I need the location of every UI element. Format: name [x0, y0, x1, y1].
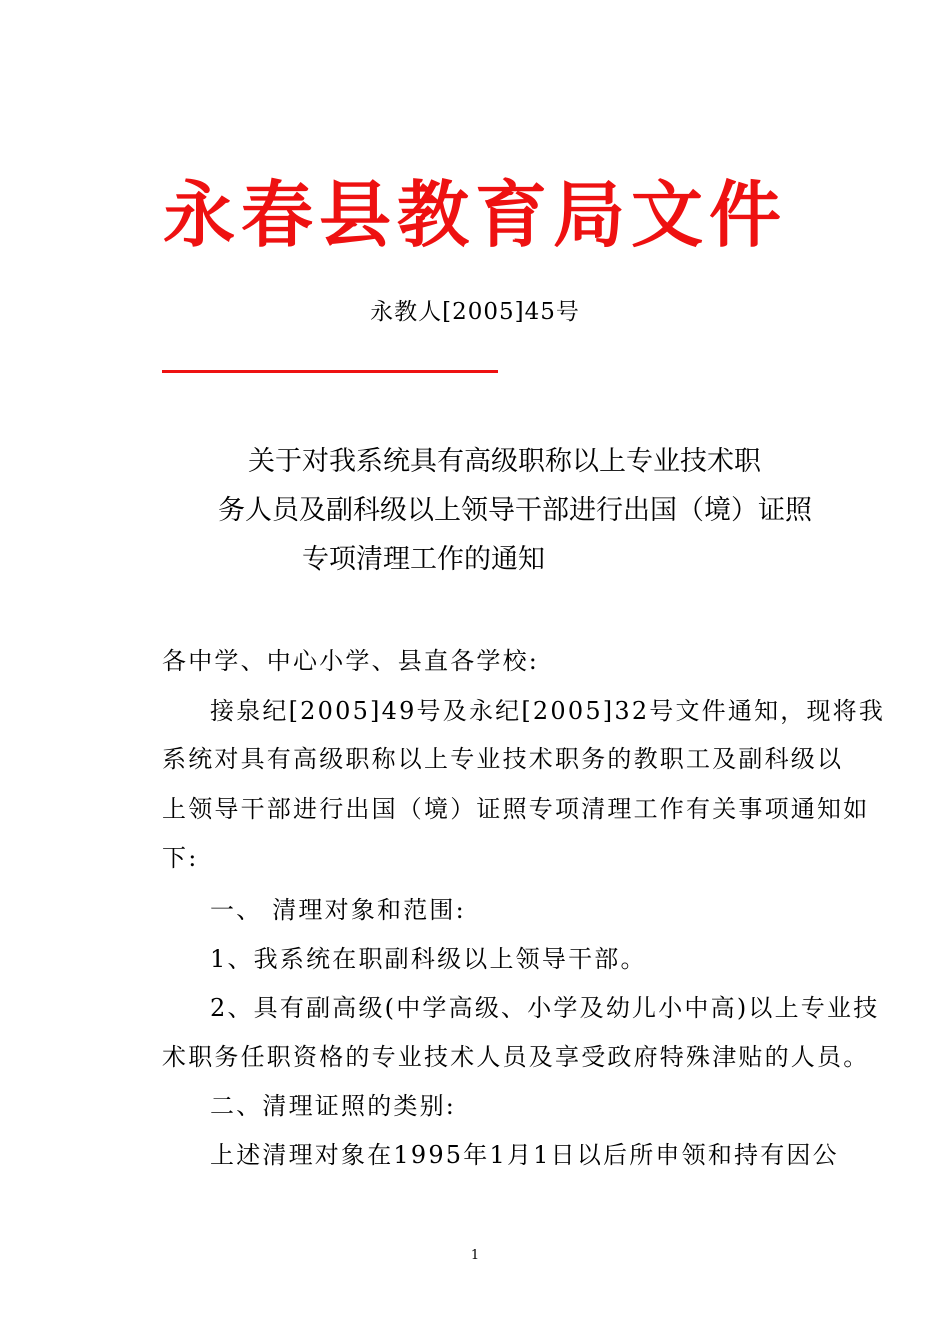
paragraph-2-line-1: 上述清理对象在1995年1月1日以后所申领和持有因公	[210, 1141, 839, 1169]
subject-line-2: 务人员及副科级以上领导干部进行出国（境）证照	[218, 495, 812, 526]
header-divider	[162, 370, 498, 373]
section-1-heading: 一、 清理对象和范围:	[210, 896, 466, 924]
addressee: 各中学、中心小学、县直各学校:	[162, 647, 540, 675]
list-item-2-line-1: 2、具有副高级(中学高级、小学及幼儿小中高)以上专业技	[210, 994, 880, 1022]
paragraph-1-line-3: 上领导干部进行出国（境）证照专项清理工作有关事项通知如	[162, 795, 870, 823]
subject-line-3: 专项清理工作的通知	[302, 544, 545, 575]
paragraph-1-line-2: 系统对具有高级职称以上专业技术职务的教职工及副科级以	[162, 745, 844, 773]
page-number: 1	[470, 1248, 480, 1263]
section-2-heading: 二、清理证照的类别:	[210, 1092, 457, 1120]
document-header-title: 永春县教育局文件	[162, 172, 787, 257]
subject-line-1: 关于对我系统具有高级职称以上专业技术职	[248, 446, 761, 477]
paragraph-1-line-1: 接泉纪[2005]49号及永纪[2005]32号文件通知，现将我	[210, 697, 886, 725]
list-item-1: 1、我系统在职副科级以上领导干部。	[210, 945, 647, 973]
list-item-2-line-2: 术职务任职资格的专业技术人员及享受政府特殊津贴的人员。	[162, 1043, 870, 1071]
paragraph-1-line-4: 下:	[162, 844, 199, 872]
document-number: 永教人[2005]45号	[370, 299, 580, 325]
